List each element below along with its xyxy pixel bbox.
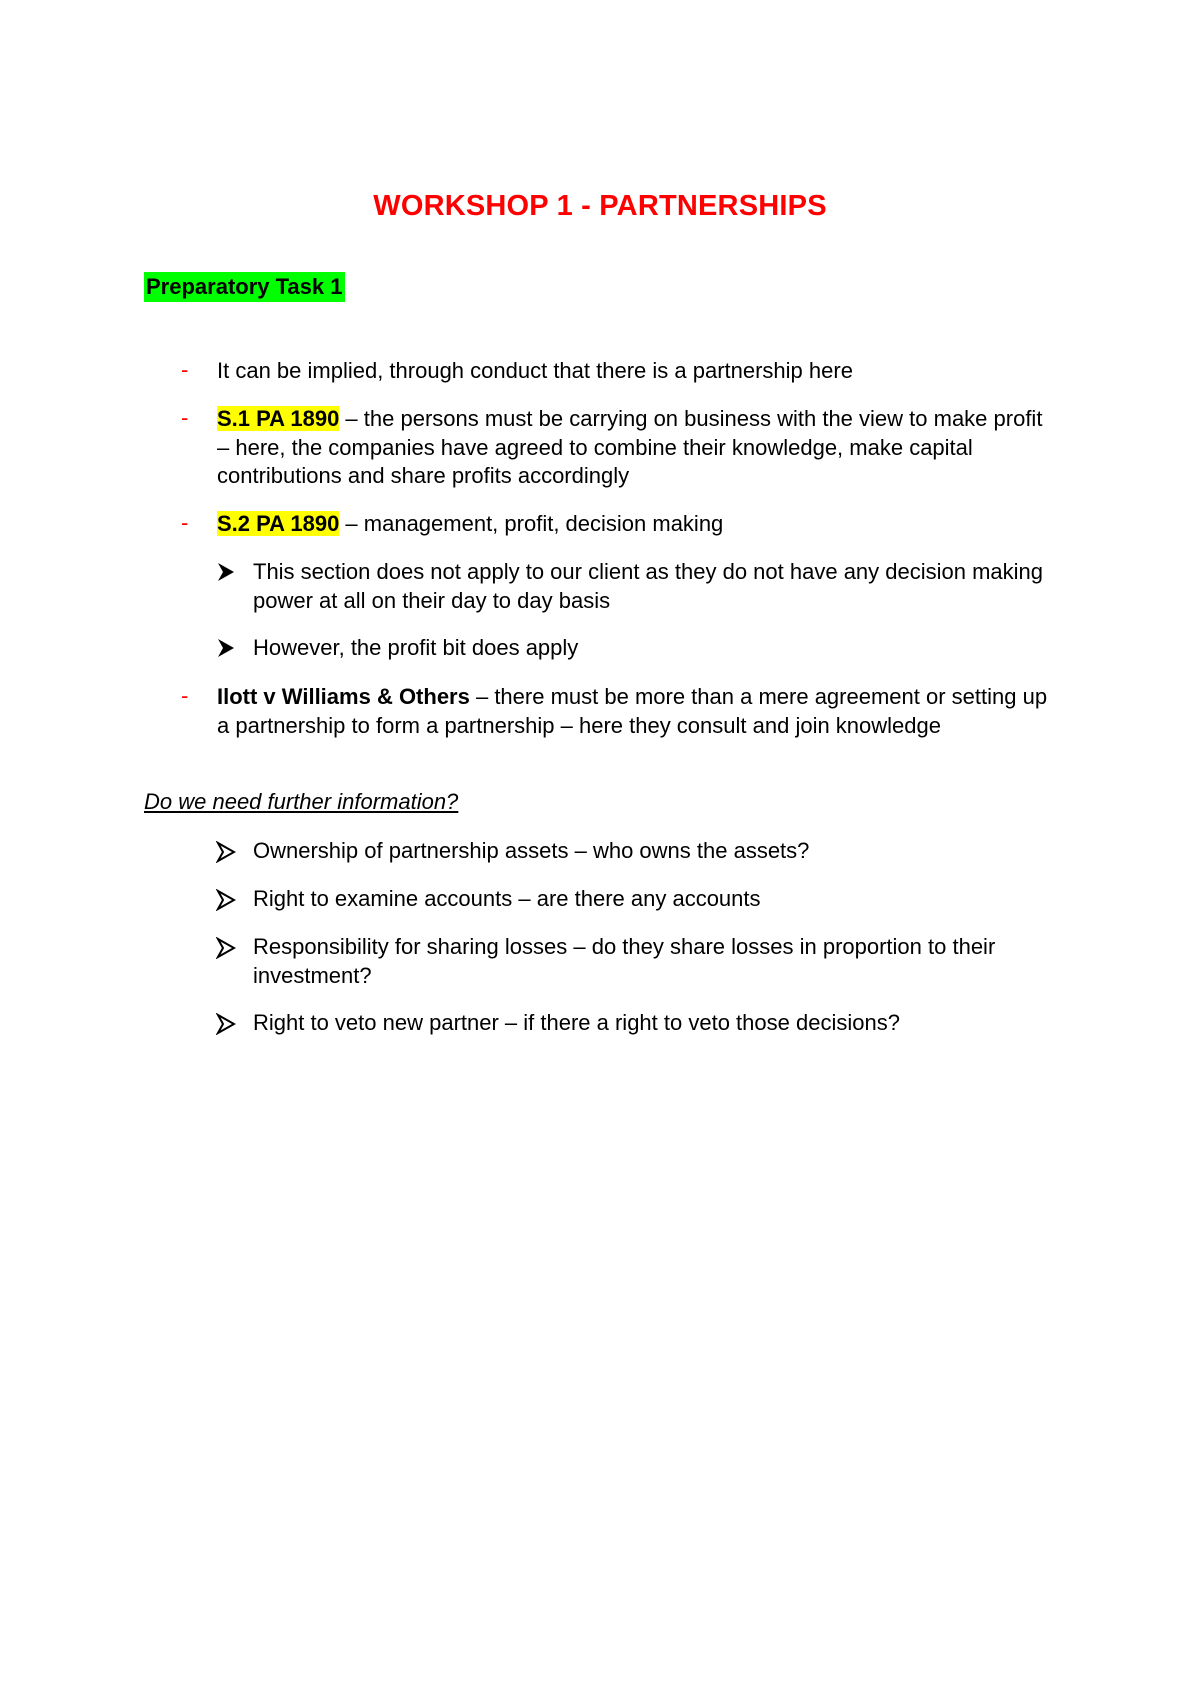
list-item-s2 <box>217 510 1057 539</box>
further-info-text: Responsibility for sharing losses – do they share losses in proportion to their investment? <box>253 934 996 988</box>
dash-bullet: - <box>181 405 189 430</box>
arrow-bullet-icon <box>216 637 240 665</box>
list-item-text: It can be implied, through conduct that there is a partnership here <box>217 358 853 383</box>
section-heading-label: Preparatory Task 1 <box>144 272 345 302</box>
sub-list-item-text: This section does not apply to our client as they do not have any decision making power at all on their day to day basis <box>253 559 1044 613</box>
section-heading <box>144 274 345 300</box>
list-item-text: – management, profit, decision making <box>339 511 724 536</box>
list-item-implied <box>217 357 1057 386</box>
list-item-text: – there must be more than a mere agreement or setting up a partnership to form a partnership – here they consult and join knowledge <box>217 684 1048 738</box>
arrow-outline-icon <box>216 889 240 917</box>
further-info-item <box>253 885 1063 914</box>
further-info-text: Ownership of partnership assets – who owns the assets? <box>253 838 810 863</box>
dash-bullet: - <box>181 357 189 382</box>
further-info-item <box>253 837 1063 866</box>
arrow-bullet-icon <box>216 561 240 589</box>
dash-bullet: - <box>181 683 189 708</box>
dash-bullet: - <box>181 510 189 535</box>
further-info-text: Right to examine accounts – are there any accounts <box>253 886 761 911</box>
case-label-s2: S.2 PA 1890 <box>217 511 340 536</box>
case-label-s1: S.1 PA 1890 <box>217 406 340 431</box>
document-title: WORKSHOP 1 - PARTNERSHIPS <box>373 190 827 222</box>
arrow-outline-icon <box>216 1013 240 1041</box>
sub-list-item <box>253 634 1063 663</box>
sub-list-item <box>253 558 1063 615</box>
further-info-item <box>253 933 1063 990</box>
list-item-case <box>217 683 1057 740</box>
arrow-outline-icon <box>216 841 240 869</box>
further-info-item <box>253 1009 1063 1038</box>
list-item-text: – the persons must be carrying on business with the view to make profit – here, the companies have agreed to combine their knowledge, make capital contributions and share profits accordingly <box>217 406 1043 488</box>
further-info-question: Do we need further information? <box>144 789 459 814</box>
case-label-ilott: Ilott v Williams & Others <box>217 684 470 709</box>
further-info-text: Right to veto new partner – if there a right to veto those decisions? <box>253 1010 900 1035</box>
arrow-outline-icon <box>216 937 240 965</box>
list-item-s1 <box>217 405 1057 491</box>
sub-list-item-text: However, the profit bit does apply <box>253 635 579 660</box>
